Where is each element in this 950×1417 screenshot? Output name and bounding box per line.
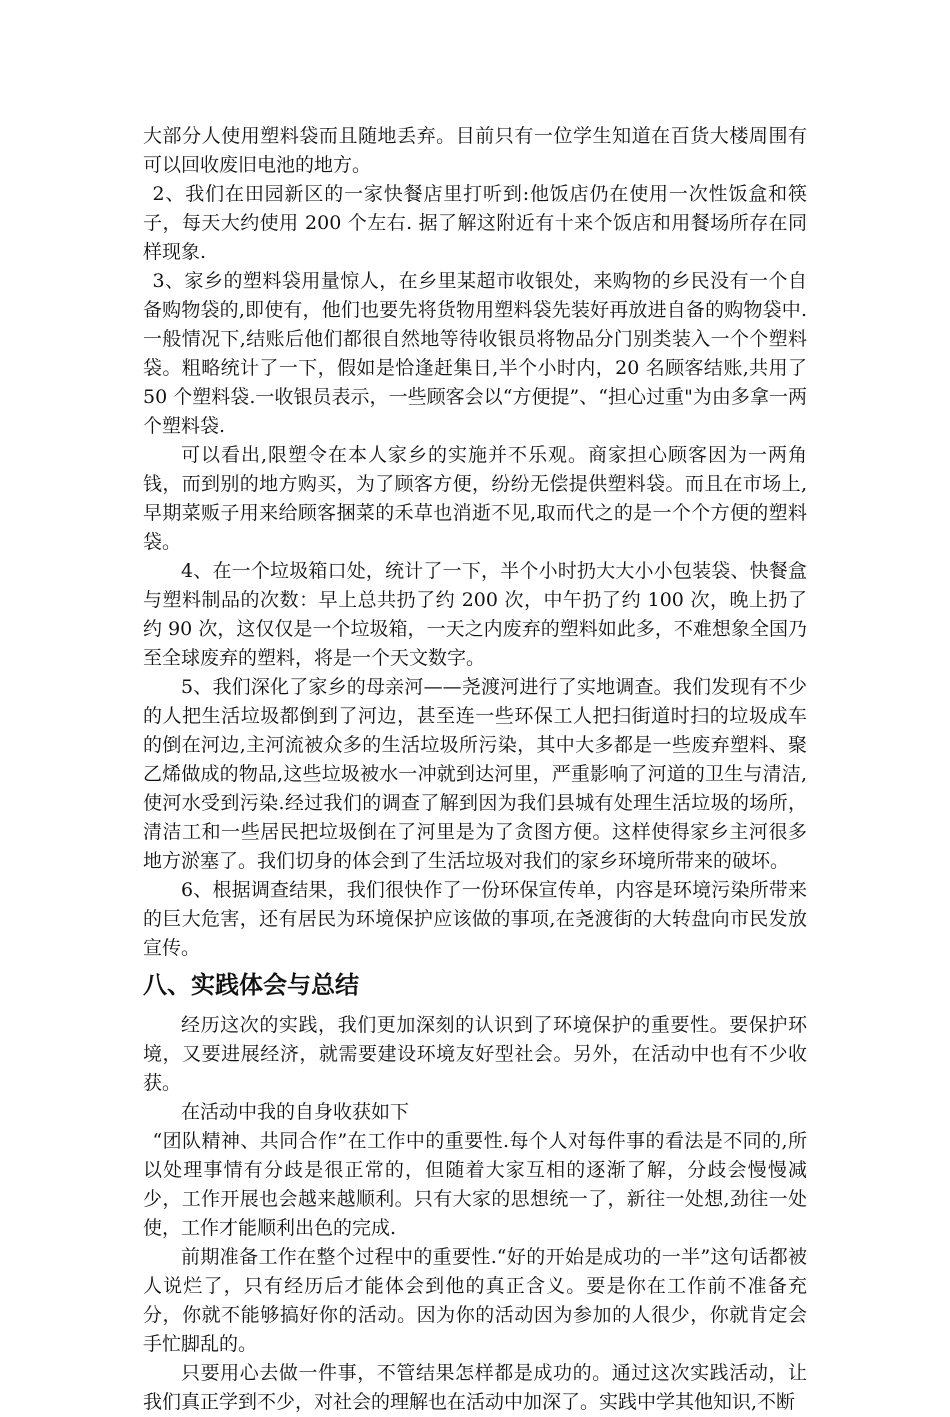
- paragraph-gains-intro: 在活动中我的自身收获如下: [181, 1101, 410, 1123]
- paragraph-river-survey: 5、我们深化了家乡的母亲河——尧渡河进行了实地调查。我们发现有不少的人把生活垃圾都倒到了河边，甚至连一些环保工人把扫街道时扫的垃圾成车的倒在河边,主河流被众多的生活垃圾所污染，其中大多都是一些废弃塑料、聚乙烯做成的物品,这些垃圾被水一冲就到达河里，严重影响了河道的卫生与清洁,使河水受到污染.经过我们的调查了解到因为我们县城有处理生活垃圾的场所，清洁工和一些居民把垃圾倒在了河里是为了贪图方便。这样使得家乡主河很多地方淤塞了。我们切身的体会到了生活垃圾对我们的家乡环境所带来的破坏。: [143, 676, 807, 872]
- paragraph-preparation: 前期准备工作在整个过程中的重要性.“好的开始是成功的一半”这句话都被人说烂了，只有经历后才能体会到他的真正含义。要是你在工作前不准备充分，你就不能够搞好你的活动。因为你的活动因为参加的人很少，你就肯定会手忙脚乱的。: [143, 1246, 807, 1355]
- document-page: [143, 122, 807, 1417]
- paragraph-battery-recycling: 大部分人使用塑料袋而且随地丢弃。目前只有一位学生知道在百货大楼周围有可以回收废旧电池的地方。: [143, 125, 807, 176]
- paragraph-conclusion: 只要用心去做一件事，不管结果怎样都是成功的。通过这次实践活动，让我们真正学到不少，对社会的理解也在活动中加深了。实践中学其他知识,不断: [143, 1362, 807, 1413]
- paragraph-summary-intro: 经历这次的实践，我们更加深刻的认识到了环境保护的重要性。要保护环境，又要进展经济，就需要建设环境友好型社会。另外，在活动中也有不少收获。: [143, 1014, 807, 1094]
- section-heading: 八、实践体会与总结: [143, 971, 359, 999]
- paragraph-flyer: 6、根据调查结果，我们很快作了一份环保宣传单，内容是环境污染所带来的巨大危害，还有居民为环境保护应该做的事项,在尧渡街的大转盘向市民发放宣传。: [143, 879, 807, 959]
- paragraph-plastic-ban-analysis: 可以看出,限塑令在本人家乡的实施并不乐观。商家担心顾客因为一两角钱，而到别的地方购买，为了顾客方便，纷纷无偿提供塑料袋。而且在市场上,早期菜贩子用来给顾客捆菜的禾草也消逝不见,取而代之的是一个个方便的塑料袋。: [143, 444, 807, 553]
- paragraph-plastic-bag-usage: 3、家乡的塑料袋用量惊人，在乡里某超市收银处，来购物的乡民没有一个自备购物袋的,即使有，他们也要先将货物用塑料袋先装好再放进自备的购物袋中. 一般情况下,结账后他们都很自然地等待收银员将物品分门别类装入一个个塑料袋。粗略统计了一下，假如是恰逢赶集日,半个小时内，20 名顾客结账,共用了 50 个塑料袋.一收银员表示，一些顾客会以“方便提”、“担心过重"为由多拿一两个塑料袋.: [143, 270, 807, 437]
- paragraph-teamwork: “团队精神、共同合作”在工作中的重要性.每个人对每件事的看法是不同的,所以处理事情有分歧是很正常的，但随着大家互相的逐渐了解，分歧会慢慢减少，工作开展也会越来越顺利。只有大家的思想统一了，新往一处想,劲往一处使，工作才能顺利出色的完成.: [143, 1130, 807, 1239]
- paragraph-fast-food-survey: 2、我们在田园新区的一家快餐店里打听到:他饭店仍在使用一次性饭盒和筷子，每天大约使用 200 个左右. 据了解这附近有十来个饭店和用餐场所存在同样现象.: [143, 183, 807, 263]
- paragraph-trash-bin-count: 4、在一个垃圾箱口处，统计了一下，半个小时扔大大小小包装袋、快餐盒与塑料制品的次数：早上总共扔了约 200 次，中午扔了约 100 次，晚上扔了约 90 次，这仅仅是一个垃圾箱，一天之内废弃的塑料如此多，不难想象全国乃至全球废弃的塑料，将是一个天文数字。: [143, 560, 807, 669]
